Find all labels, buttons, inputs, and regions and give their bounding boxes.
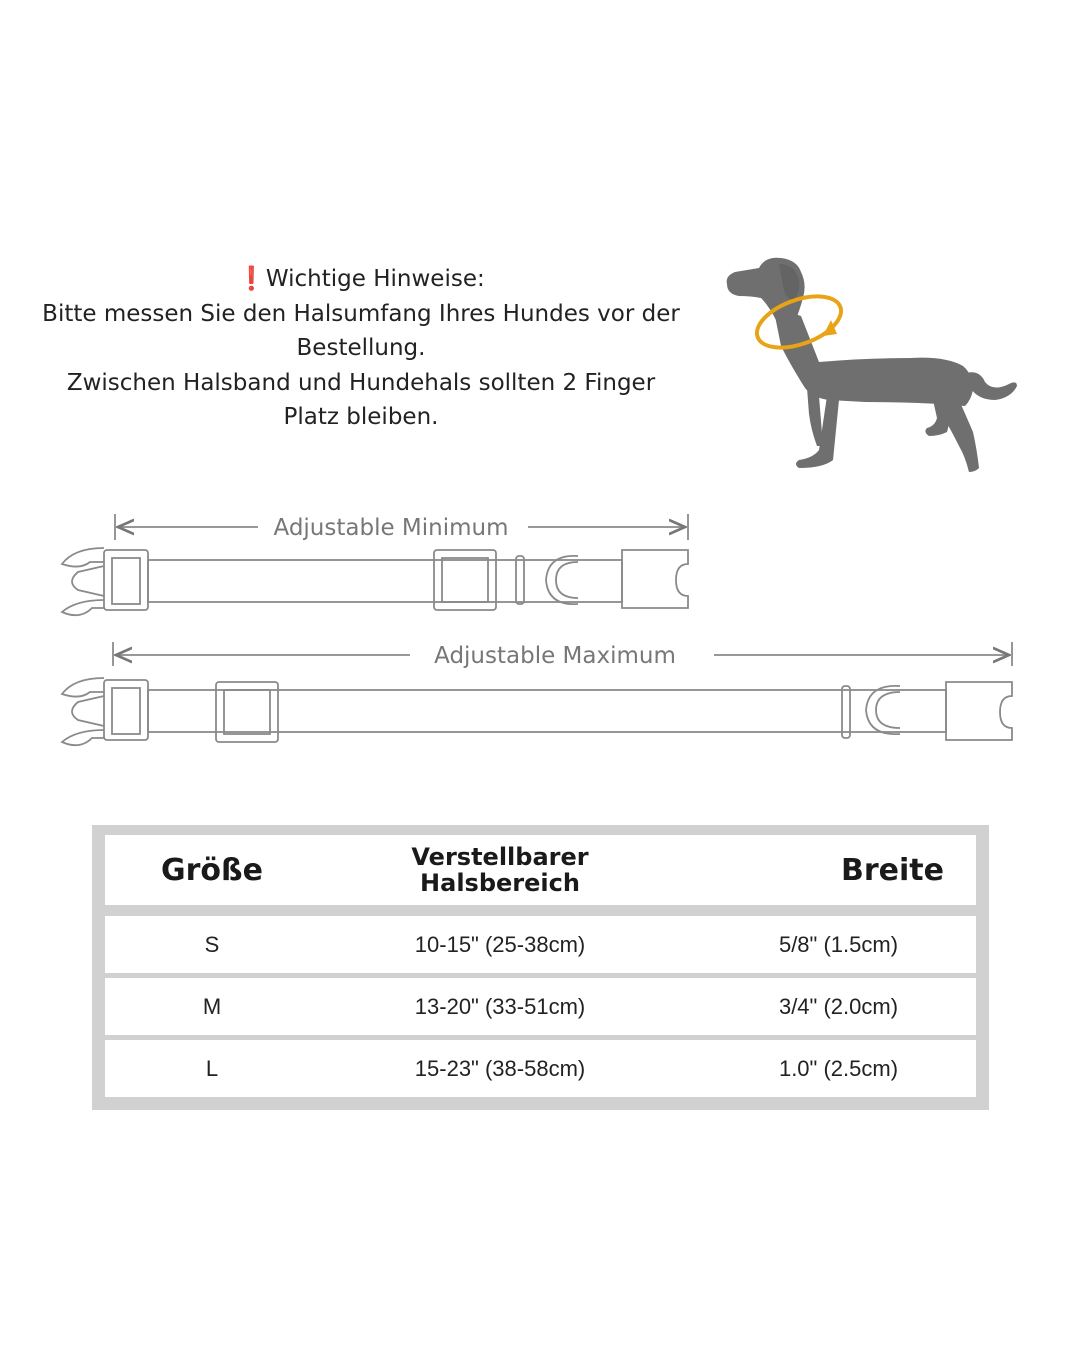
cell-range: 10-15" (25-38cm) — [414, 931, 586, 957]
collar-diagram — [0, 500, 1080, 770]
cell-width: 1.0" (2.5cm) — [778, 1055, 899, 1081]
header-range — [319, 844, 681, 896]
important-notice — [40, 262, 682, 435]
notice-title-line — [40, 262, 682, 297]
dog-illustration — [715, 250, 1025, 480]
cell-range: 13-20" (33-51cm) — [414, 993, 586, 1019]
cell-range: 15-23" (38-58cm) — [414, 1055, 586, 1081]
table-row — [105, 1040, 976, 1097]
header-range-line2: Halsbereich — [420, 869, 580, 897]
cell-size: L — [205, 1055, 219, 1081]
notice-title: Wichtige Hinweise: — [265, 266, 485, 292]
cell-size: M — [202, 993, 222, 1019]
cell-size: S — [204, 931, 220, 957]
table-row — [105, 978, 976, 1035]
header-width: Breite — [841, 852, 944, 888]
notice-line-2: Zwischen Halsband und Hundehals sollten 2 Finger Platz bleiben. — [66, 369, 656, 430]
maximum-label: Adjustable Maximum — [434, 643, 676, 669]
table-row — [105, 916, 976, 973]
cell-width: 3/4" (2.0cm) — [778, 993, 899, 1019]
dog-silhouette-icon — [727, 258, 1017, 472]
minimum-label: Adjustable Minimum — [273, 515, 509, 541]
header-range-line1: Verstellbarer — [411, 843, 589, 871]
header-size: Größe — [161, 852, 263, 888]
table-header-row — [105, 835, 976, 905]
size-table — [92, 825, 989, 1110]
exclamation-icon: ❗ — [237, 266, 266, 292]
cell-width: 5/8" (1.5cm) — [778, 931, 899, 957]
notice-line-1: Bitte messen Sie den Halsumfang Ihres Hundes vor der Bestellung. — [42, 300, 680, 361]
